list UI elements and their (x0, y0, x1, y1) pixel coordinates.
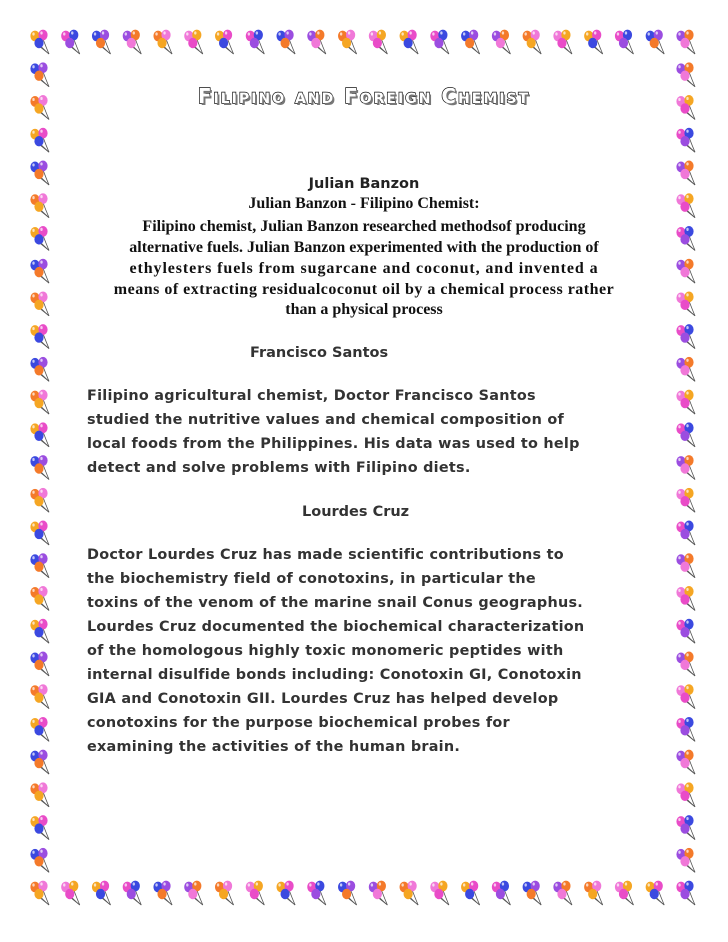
balloon-bunch-icon (461, 30, 480, 54)
cruz-line-1: Doctor Lourdes Cruz has made scientific contributions to (87, 547, 564, 563)
cruz-line-3: toxins of the venom of the marine snail Conus geographus. (87, 595, 583, 611)
balloon-bunch-icon (676, 881, 695, 905)
balloon-bunch-icon (30, 619, 49, 643)
balloon-bunch-icon (30, 455, 49, 479)
balloon-bunch-icon (369, 30, 388, 54)
balloon-bunch-icon (676, 815, 695, 839)
santos-line-3: local foods from the Philippines. His data was used to help (87, 436, 580, 452)
balloon-bunch-icon (676, 651, 695, 675)
balloon-bunch-icon (30, 651, 49, 675)
balloon-bunch-icon (338, 881, 357, 905)
balloon-bunch-icon (61, 30, 80, 54)
cruz-line-2: the biochemistry field of conotoxins, in particular the (87, 571, 536, 587)
page-title: Filipino and Foreign Chemist (197, 84, 531, 108)
cruz-line-5: of the homologous highly toxic monomeric peptides with (87, 643, 564, 659)
balloon-bunch-icon (676, 390, 695, 414)
cruz-heading: Lourdes Cruz (302, 504, 410, 520)
balloon-bunch-icon (30, 586, 49, 610)
balloon-bunch-icon (400, 30, 419, 54)
cruz-line-6: internal disulfide bonds including: Conotoxin GI, Conotoxin (87, 667, 582, 683)
balloon-bunch-icon (30, 848, 49, 872)
balloon-bunch-icon (553, 30, 572, 54)
balloon-bunch-icon (676, 717, 695, 741)
balloon-bunch-icon (30, 30, 49, 54)
balloon-bunch-icon (276, 881, 295, 905)
balloon-bunch-icon (676, 750, 695, 774)
balloon-bunch-icon (676, 488, 695, 512)
balloon-bunch-icon (676, 619, 695, 643)
balloon-bunch-icon (30, 717, 49, 741)
balloon-bunch-icon (30, 357, 49, 381)
santos-line-2: studied the nutritive values and chemical composition of (87, 412, 564, 428)
balloon-bunch-icon (30, 521, 49, 545)
balloon-bunch-icon (523, 30, 542, 54)
balloon-bunch-icon (400, 881, 419, 905)
balloon-bunch-icon (276, 30, 295, 54)
balloon-bunch-icon (184, 881, 203, 905)
balloon-bunch-icon (676, 455, 695, 479)
banzon-heading: Julian Banzon (308, 176, 420, 192)
cruz-line-8: conotoxins for the purpose biochemical probes for (87, 715, 510, 731)
balloon-bunch-icon (30, 750, 49, 774)
balloon-bunch-icon (523, 881, 542, 905)
balloon-bunch-icon (307, 881, 326, 905)
banzon-line-4: means of extracting residualcoconut oil by a chemical process rather (113, 281, 615, 298)
balloon-bunch-icon (676, 357, 695, 381)
santos-line-1: Filipino agricultural chemist, Doctor Francisco Santos (87, 388, 536, 404)
balloon-bunch-icon (61, 881, 80, 905)
balloon-bunch-icon (215, 30, 234, 54)
balloon-bunch-icon (246, 30, 265, 54)
balloon-bunch-icon (30, 782, 49, 806)
banzon-line-3: ethylesters fuels from sugarcane and coconut, and invented a (129, 260, 599, 277)
balloon-bunch-icon (461, 881, 480, 905)
balloon-bunch-icon (153, 30, 172, 54)
balloon-bunch-icon (307, 30, 326, 54)
balloon-bunch-icon (30, 128, 49, 152)
balloon-bunch-icon (676, 684, 695, 708)
balloon-bunch-icon (30, 684, 49, 708)
balloon-bunch-icon (123, 881, 142, 905)
balloon-bunch-icon (30, 488, 49, 512)
balloon-bunch-icon (676, 30, 695, 54)
banzon-line-1: Filipino chemist, Julian Banzon researched methodsof producing (142, 218, 586, 235)
balloon-bunch-icon (30, 390, 49, 414)
balloon-bunch-icon (553, 881, 572, 905)
balloon-bunch-icon (615, 30, 634, 54)
santos-line-4: detect and solve problems with Filipino diets. (87, 460, 471, 476)
cruz-line-4: Lourdes Cruz documented the biochemical characterization (87, 619, 585, 635)
balloon-bunch-icon (492, 30, 511, 54)
balloon-bunch-icon (92, 30, 111, 54)
banzon-line-5: than a physical process (285, 301, 443, 318)
balloon-bunch-icon (369, 881, 388, 905)
balloon-bunch-icon (676, 782, 695, 806)
balloon-bunch-icon (676, 521, 695, 545)
balloon-bunch-icon (676, 324, 695, 348)
balloon-bunch-icon (30, 422, 49, 446)
balloon-bunch-icon (646, 881, 665, 905)
balloon-bunch-icon (430, 30, 449, 54)
balloon-bunch-icon (584, 30, 603, 54)
cruz-line-7: GIA and Conotoxin GII. Lourdes Cruz has helped develop (87, 691, 559, 707)
banzon-line-2: alternative fuels. Julian Banzon experimented with the production of (129, 239, 599, 256)
balloon-bunch-icon (30, 881, 49, 905)
balloon-bunch-icon (492, 881, 511, 905)
balloon-bunch-icon (30, 553, 49, 577)
balloon-bunch-icon (584, 881, 603, 905)
balloon-bunch-icon (92, 881, 111, 905)
balloon-bunch-icon (153, 881, 172, 905)
balloon-bunch-icon (123, 30, 142, 54)
balloon-bunch-icon (338, 30, 357, 54)
balloon-bunch-icon (676, 553, 695, 577)
balloon-bunch-icon (646, 30, 665, 54)
balloon-bunch-icon (430, 881, 449, 905)
balloon-bunch-icon (30, 324, 49, 348)
balloon-bunch-icon (676, 848, 695, 872)
banzon-subtitle: Julian Banzon - Filipino Chemist: (248, 195, 480, 212)
balloon-bunch-icon (615, 881, 634, 905)
santos-heading: Francisco Santos (250, 345, 389, 361)
balloon-bunch-icon (30, 815, 49, 839)
balloon-bunch-icon (246, 881, 265, 905)
cruz-line-9: examining the activities of the human brain. (87, 739, 461, 755)
balloon-bunch-icon (676, 586, 695, 610)
balloon-bunch-icon (676, 422, 695, 446)
balloon-bunch-icon (215, 881, 234, 905)
balloon-bunch-icon (184, 30, 203, 54)
balloon-bunch-icon (676, 128, 695, 152)
